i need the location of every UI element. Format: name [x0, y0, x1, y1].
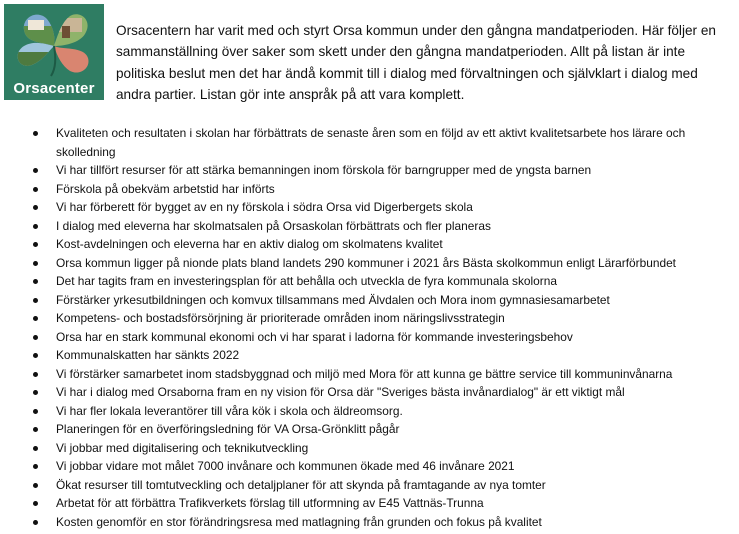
list-item: Kosten genomför en stor förändringsresa med matlagning från grunden och fokus på kvalitet — [0, 513, 739, 532]
list-item: Kommunalskatten har sänkts 2022 — [0, 346, 739, 365]
list-item: Vi har förberett för bygget av en ny förskola i södra Orsa vid Digerbergets skola — [0, 198, 739, 217]
list-item: Vi har i dialog med Orsaborna fram en ny vision för Orsa där "Sveriges bästa invånardialog" är ett viktigt mål — [0, 383, 739, 402]
list-item: I dialog med eleverna har skolmatsalen på Orsaskolan förbättrats och fler planeras — [0, 217, 739, 236]
intro-paragraph: Orsacentern har varit med och styrt Orsa kommun under den gångna mandatperioden. Här följer en sammanställning över saker som skett under den gångna mandatperioden. Allt på listan är inte politiska beslut men det har ändå kommit till i dialog med förvaltningen och självklart i dialog med andra partier. Listan gör inte anspråk på att vara komplett. — [116, 22, 716, 103]
achievements-list — [0, 124, 739, 531]
list-item: Kvaliteten och resultaten i skolan har förbättrats de senaste åren som en följd av ett aktivt kvalitetsarbete hos lärare och skolledning — [0, 124, 739, 161]
four-leaf-clover-photo-icon — [4, 4, 104, 84]
list-item: Förstärker yrkesutbildningen och komvux tillsammans med Älvdalen och Mora inom gymnasiesamarbetet — [0, 291, 739, 310]
list-item: Det har tagits fram en investeringsplan för att behålla och utveckla de fyra kommunala skolorna — [0, 272, 739, 291]
logo-label: Orsacenter — [13, 80, 95, 97]
list-item: Vi jobbar med digitalisering och teknikutveckling — [0, 439, 739, 458]
list-item: Vi har tillfört resurser för att stärka bemanningen inom förskola för barngrupper med de yngsta barnen — [0, 161, 739, 180]
list-item: Planeringen för en överföringsledning för VA Orsa-Grönklitt pågår — [0, 420, 739, 439]
list-item: Arbetat för att förbättra Trafikverkets förslag till utformning av E45 Vattnäs-Trunna — [0, 494, 739, 513]
list-item: Vi jobbar vidare mot målet 7000 invånare och kommunen ökade med 46 invånare 2021 — [0, 457, 739, 476]
orsacenter-logo — [4, 4, 104, 100]
list-item: Vi förstärker samarbetet inom stadsbyggnad och miljö med Mora för att kunna ge bättre service till kommuninvånarna — [0, 365, 739, 384]
list-item: Orsa kommun ligger på nionde plats bland landets 290 kommuner i 2021 års Bästa skolkommun enligt Lärarförbundet — [0, 254, 739, 273]
list-item: Vi har fler lokala leverantörer till våra kök i skola och äldreomsorg. — [0, 402, 739, 421]
list-item: Orsa har en stark kommunal ekonomi och vi har sparat i ladorna för kommande investeringsbehov — [0, 328, 739, 347]
list-item: Ökat resurser till tomtutveckling och detaljplaner för att skynda på framtagande av nya tomter — [0, 476, 739, 495]
list-item: Kost-avdelningen och eleverna har en aktiv dialog om skolmatens kvalitet — [0, 235, 739, 254]
list-item: Kompetens- och bostadsförsörjning är prioriterade områden inom näringslivsstrategin — [0, 309, 739, 328]
list-item: Förskola på obekväm arbetstid har införts — [0, 180, 739, 199]
